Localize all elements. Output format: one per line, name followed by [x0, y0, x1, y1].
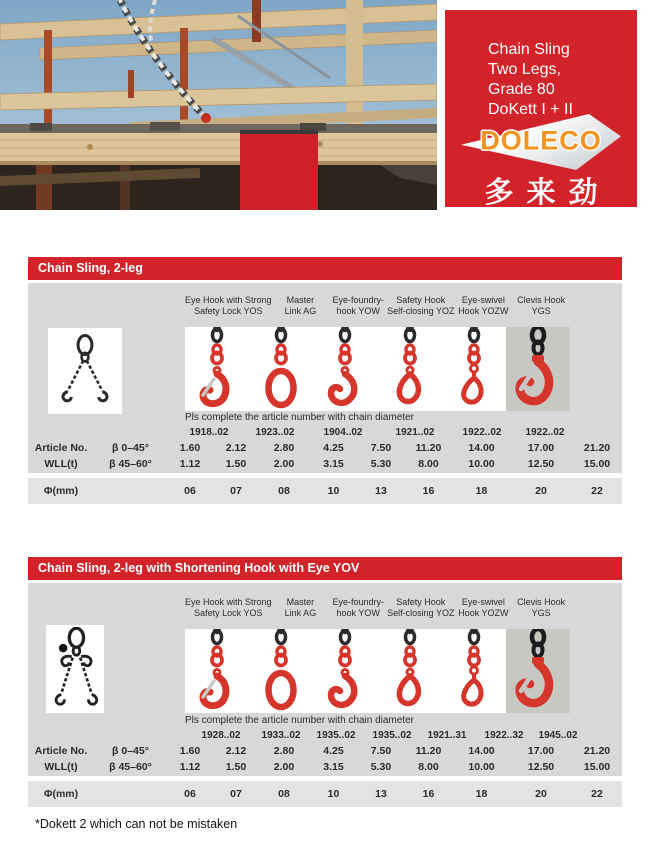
- clevis-hook-ygs-icon: [506, 629, 570, 713]
- cell: 2.80: [273, 745, 295, 757]
- product-panel: [28, 583, 622, 776]
- article-number: 1922..32: [484, 730, 524, 741]
- cell: 2.00: [273, 458, 295, 470]
- article-number: 1923..02: [255, 427, 295, 438]
- chain-diameter-strip: [28, 781, 622, 807]
- cell: 2.80: [273, 442, 295, 454]
- article-number: 1904..02: [323, 427, 363, 438]
- cell: 06: [184, 788, 196, 800]
- construction-photo-graphic: [0, 0, 437, 210]
- header-line: Clevis Hook: [517, 295, 566, 305]
- cell: 1.50: [225, 761, 247, 773]
- article-number: 1945..02: [538, 730, 578, 741]
- product-info-panel: [445, 10, 637, 207]
- eye-foundry-hook-yow-icon: [313, 327, 377, 411]
- cell: 2.12: [225, 745, 247, 757]
- header-line: Safety Hook: [396, 295, 446, 305]
- cell: 7.50: [370, 442, 392, 454]
- wll-table: [28, 440, 622, 472]
- cell: 13: [375, 788, 387, 800]
- section-chain-sling-2leg: [28, 257, 622, 504]
- angle-label: β 45–60°: [109, 761, 152, 773]
- hook-column-header: [272, 597, 330, 619]
- cell: 4.25: [323, 745, 344, 757]
- cell: 15.00: [583, 761, 611, 773]
- header-line: hook YOW: [336, 608, 380, 618]
- article-numbers-row: [28, 730, 622, 743]
- sling-2leg-shortening-icon: [48, 627, 102, 711]
- title-line: Grade 80: [488, 81, 555, 98]
- cell: 8.00: [418, 458, 439, 470]
- cell: 14.00: [468, 745, 495, 757]
- header-line: Safety Lock YOS: [194, 306, 263, 316]
- cell: 11.20: [415, 442, 442, 454]
- cell: 12.50: [527, 761, 555, 773]
- table-row-wll-0-45: [28, 440, 622, 456]
- article-number: 1921..02: [395, 427, 435, 438]
- section-title: Chain Sling, 2-leg: [38, 261, 143, 275]
- row-label: Article No.: [34, 442, 88, 454]
- cell: 1.60: [179, 442, 201, 454]
- cell: 15.00: [583, 458, 611, 470]
- header-line: Eye-swivel: [461, 295, 505, 305]
- table-row-wll-0-45: [28, 743, 622, 759]
- header-line: Eye Hook with Strong: [185, 295, 272, 305]
- angle-label: β 45–60°: [109, 458, 152, 470]
- cell: 8.00: [418, 761, 439, 773]
- sling-2leg-shortening-diagram: [46, 625, 104, 713]
- cell: 5.30: [370, 458, 392, 470]
- cell: 11.20: [415, 745, 442, 757]
- construction-photo: [0, 0, 437, 210]
- brand-name: DOLECO: [480, 125, 602, 156]
- article-number: 1928..02: [201, 730, 241, 741]
- title-line: Chain Sling: [488, 41, 570, 58]
- cell: 20: [535, 485, 547, 497]
- row-label: Article No.: [34, 745, 88, 757]
- master-link-ag-icon: [249, 629, 313, 713]
- hook-column-header: [329, 597, 387, 619]
- doleco-logo: [461, 114, 621, 170]
- cell: 2.12: [225, 442, 247, 454]
- eye-swivel-hook-yozw-icon: [442, 327, 506, 411]
- cell: 1.12: [179, 761, 201, 773]
- header-line: Eye-foundry-: [332, 597, 384, 607]
- header-line: Eye-foundry-: [332, 295, 384, 305]
- eye-swivel-hook-yozw-icon: [442, 629, 506, 713]
- hook-column-headers: [185, 295, 570, 317]
- cell: 5.30: [370, 761, 392, 773]
- row-label: WLL(t): [44, 761, 78, 773]
- sling-2leg-icon: [53, 331, 117, 411]
- cell: 1.50: [225, 458, 247, 470]
- hook-column-header: [185, 597, 272, 619]
- cell: 16: [422, 788, 435, 800]
- sling-2leg-diagram: [48, 328, 122, 414]
- product-title: [488, 40, 573, 120]
- header-line: YGS: [531, 608, 551, 618]
- article-number: 1921..31: [427, 730, 467, 741]
- hook-column-headers: [185, 597, 570, 619]
- hook-column-header: [512, 295, 570, 317]
- header-line: YGS: [531, 306, 551, 316]
- section-chain-sling-2leg-shortening: [28, 557, 622, 807]
- cell: 4.25: [323, 442, 344, 454]
- article-number: 1933..02: [261, 730, 301, 741]
- header-line: Safety Hook: [396, 597, 446, 607]
- article-note: Pls complete the article number with chain diameter: [185, 715, 414, 726]
- cell: 07: [230, 485, 242, 497]
- header-line: Self-closing YOZ: [387, 306, 455, 316]
- hook-column-header: [329, 295, 387, 317]
- angle-label: β 0–45°: [112, 442, 149, 454]
- master-link-ag-icon: [249, 327, 313, 411]
- section-title: Chain Sling, 2-leg with Shortening Hook with Eye YOV: [38, 561, 360, 575]
- cell: 21.20: [583, 442, 611, 454]
- cell: 2.00: [273, 761, 295, 773]
- cell: 17.00: [527, 745, 555, 757]
- cell: 18: [475, 788, 488, 800]
- hook-images-row: [185, 327, 570, 411]
- table-row-wll-45-60: [28, 759, 622, 775]
- cell: 3.15: [323, 458, 344, 470]
- header-line: Link AG: [284, 608, 317, 618]
- title-line: DoKett I + II: [488, 101, 573, 118]
- hook-column-header: [387, 295, 454, 317]
- hook-column-header: [272, 295, 330, 317]
- article-note: Pls complete the article number with chain diameter: [185, 412, 414, 423]
- cell: 10.00: [468, 761, 495, 773]
- title-line: Two Legs,: [488, 61, 561, 78]
- article-number: 1918..02: [189, 427, 229, 438]
- cell: 20: [535, 788, 547, 800]
- row-label: Φ(mm): [43, 788, 79, 800]
- article-number: 1935..02: [372, 730, 412, 741]
- article-number: 1922..02: [525, 427, 565, 438]
- brand-chinese: 多来劲: [484, 177, 611, 209]
- cell: 21.20: [583, 745, 611, 757]
- product-panel: [28, 283, 622, 473]
- header-line: Self-closing YOZ: [387, 608, 455, 618]
- header-line: Eye-swivel: [461, 597, 505, 607]
- hook-column-header: [454, 597, 512, 619]
- cell: 06: [184, 485, 196, 497]
- cell: 08: [278, 788, 290, 800]
- cell: 10: [327, 485, 340, 497]
- header-line: Hook YOZW: [458, 306, 509, 316]
- header-line: Eye Hook with Strong: [185, 597, 272, 607]
- eye-foundry-hook-yow-icon: [313, 629, 377, 713]
- cell: 12.50: [527, 458, 555, 470]
- safety-hook-yoz-icon: [378, 327, 442, 411]
- article-numbers-row: [28, 427, 622, 440]
- cell: 1.60: [179, 745, 201, 757]
- header-line: Hook YOZW: [458, 608, 509, 618]
- footnote: *Dokett 2 which can not be mistaken: [35, 817, 238, 831]
- header-line: Clevis Hook: [517, 597, 566, 607]
- hook-images-row: [185, 629, 570, 713]
- cell: 10: [327, 788, 340, 800]
- cell: 16: [422, 485, 435, 497]
- article-number: 1935..02: [316, 730, 356, 741]
- article-number: 1922..02: [462, 427, 502, 438]
- chain-diameter-strip: [28, 478, 622, 504]
- table-row-wll-45-60: [28, 456, 622, 472]
- clevis-hook-ygs-icon: [506, 327, 570, 411]
- header-line: Master: [286, 597, 315, 607]
- hook-column-header: [387, 597, 454, 619]
- header-line: Safety Lock YOS: [194, 608, 263, 618]
- header-line: Link AG: [284, 306, 317, 316]
- cell: 13: [375, 485, 387, 497]
- section-header-bar: [28, 557, 622, 580]
- safety-hook-yoz-icon: [378, 629, 442, 713]
- cell: 17.00: [527, 442, 555, 454]
- cell: 22: [591, 485, 603, 497]
- cell: 1.12: [179, 458, 201, 470]
- angle-label: β 0–45°: [112, 745, 149, 757]
- cell: 18: [475, 485, 488, 497]
- cell: 10.00: [468, 458, 495, 470]
- row-label: Φ(mm): [43, 485, 79, 497]
- cell: 07: [230, 788, 242, 800]
- cell: 3.15: [323, 761, 344, 773]
- cell: 7.50: [370, 745, 392, 757]
- eye-hook-yos-icon: [185, 327, 249, 411]
- hook-column-header: [185, 295, 272, 317]
- cell: 14.00: [468, 442, 495, 454]
- section-header-bar: [28, 257, 622, 280]
- row-label: WLL(t): [44, 458, 78, 470]
- header-line: Master: [286, 295, 315, 305]
- eye-hook-yos-icon: [185, 629, 249, 713]
- header-line: hook YOW: [336, 306, 380, 316]
- hook-column-header: [512, 597, 570, 619]
- hook-column-header: [454, 295, 512, 317]
- cell: 08: [278, 485, 290, 497]
- wll-table: [28, 743, 622, 775]
- cell: 22: [591, 788, 603, 800]
